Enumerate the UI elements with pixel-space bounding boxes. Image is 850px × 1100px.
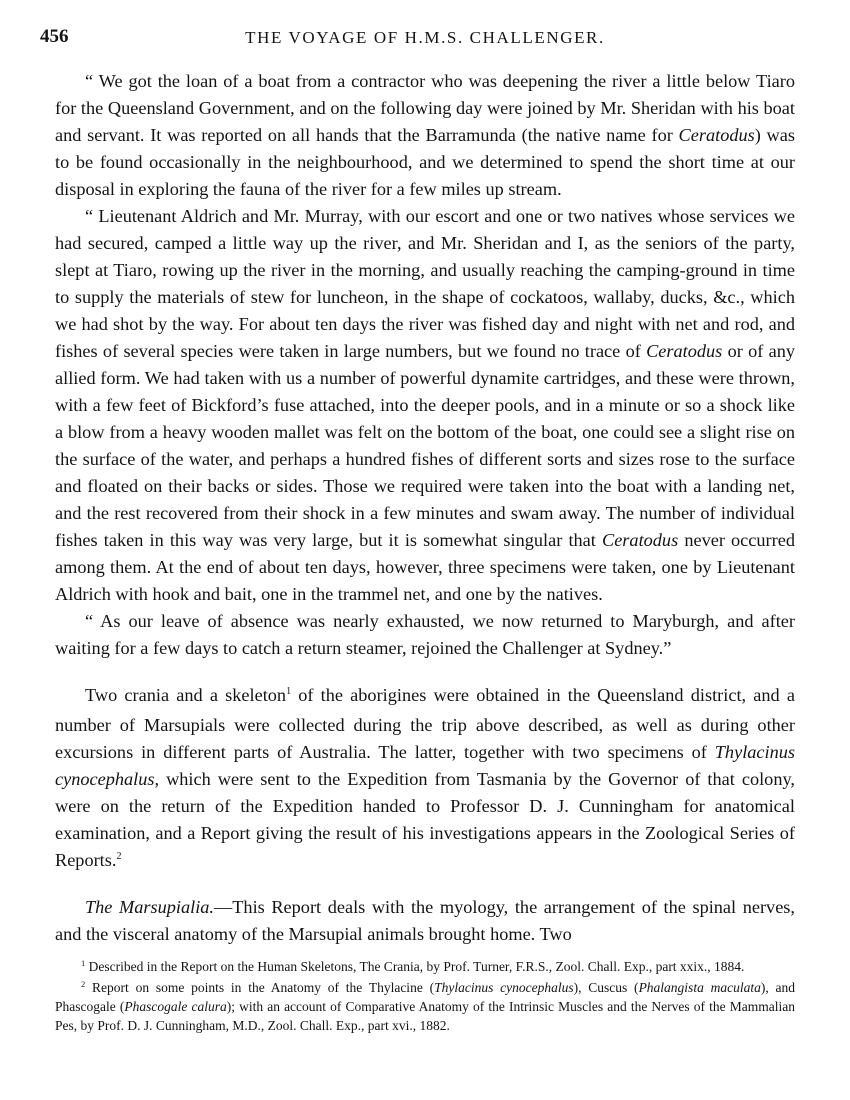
italic-species-name: Phascogale calura bbox=[124, 999, 227, 1014]
paragraph-text: ) was to be found occasionally in the neighbourhood, and we determined to spend the short time at our disposal in exploring the fauna of the river for a few miles up stream. bbox=[55, 125, 795, 199]
section-heading-italic: The Marsupialia. bbox=[85, 897, 214, 917]
italic-species-name: Ceratodus bbox=[602, 530, 679, 550]
page-header bbox=[40, 22, 810, 52]
footnote-text: ), Cuscus ( bbox=[573, 979, 639, 995]
paragraph-text: or of any allied form. We had taken with us a number of powerful dynamite cartridges, and these were thrown, with a few feet of Bickford’s fuse attached, into the deeper pools, and in a minute or so a shock like a blow from a heavy wooden mallet was felt on the bottom of the boat, one could see a slight rise on the surface of the water, and perhaps a hundred fishes of different sorts and sizes rose to the surface and floated on their backs or sides. Those we required were taken into the boat with a landing net, and the rest recovered from their shock in a few minutes and swam away. The number of individual fishes taken in this way was very large, but it is somewhat singular that bbox=[55, 341, 795, 550]
footnote-text: ), and Phascogale ( bbox=[55, 979, 795, 1014]
footnote-text: Report on some points in the Anatomy of the Thylacine ( bbox=[85, 979, 435, 995]
paragraph-text: “ Lieutenant Aldrich and Mr. Murray, with our escort and one or two natives whose services we had secured, camped a little way up the river, and Mr. Sheridan and I, as the seniors of the party, slept at Tiaro, rowing up the river in the morning, and usually reaching the camping-ground in time to supply the materials of stew for luncheon, in the shape of cockatoos, wallaby, ducks, &c., which we had shot by the way. For about ten days the river was fished day and night with net and rod, and fishes of several species were taken in large numbers, but we found no trace of bbox=[55, 206, 795, 361]
page-body bbox=[55, 68, 795, 1036]
paragraph-text: of the aborigines were obtained in the Queensland district, and a number of Marsupials were collected during the trip above described, as well as during other excursions in different parts of Australia. The latter, together with two specimens of bbox=[55, 685, 795, 762]
paragraph-marsupialia bbox=[55, 894, 795, 948]
italic-species-name: Phalangista maculata bbox=[638, 979, 761, 995]
paragraph-text: Two crania and a skeleton bbox=[85, 685, 287, 705]
paragraph-crania-marsupials bbox=[55, 682, 795, 877]
paragraph-fishing-expedition bbox=[55, 203, 795, 608]
page-number: 456 bbox=[40, 26, 69, 47]
paragraph-text: —This Report deals with the myology, the arrangement of the spinal nerves, and the visceral anatomy of the Marsupial animals brought home. Two bbox=[55, 897, 795, 944]
paragraph-text: never occurred among them. At the end of about ten days, however, three specimens were taken, one by Lieutenant Aldrich with hook and bait, one in the trammel net, and one by the natives. bbox=[55, 530, 795, 604]
footnote-text: ); with an account of Comparative Anatomy of the Intrinsic Muscles and the Nerves of the Mammalian Pes, by Prof. D. J. Cunningham, M.D., Zool. Chall. Exp., part xvi., 1882. bbox=[55, 999, 795, 1033]
italic-species-name: Ceratodus bbox=[678, 125, 755, 145]
footnote-ref-2: 2 bbox=[116, 851, 122, 862]
footnote-mark: 1 bbox=[81, 958, 86, 968]
paragraph-boat-loan bbox=[55, 68, 795, 203]
running-title: THE VOYAGE OF H.M.S. CHALLENGER. bbox=[245, 28, 605, 47]
paragraph-return: “ As our leave of absence was nearly exhausted, we now returned to Maryburgh, and after waiting for a few days to catch a return steamer, rejoined the Challenger at Sydney.” bbox=[55, 611, 795, 658]
footnotes bbox=[55, 958, 795, 1035]
italic-species-name: Thylacinus cynocephalus bbox=[55, 742, 795, 789]
footnote-text: Described in the Report on the Human Skeletons, The Crania, by Prof. Turner, F.R.S., Zool. Chall. Exp., part xxix., 1884. bbox=[85, 959, 745, 974]
footnote-2 bbox=[55, 979, 795, 1036]
paragraph-text: , which were sent to the Expedition from Tasmania by the Governor of that colony, were on the return of the Expedition handed to Professor D. J. Cunningham for anatomical examination, and a Report giving the result of his investigations appears in the Zoological Series of Reports. bbox=[55, 769, 795, 870]
footnote-ref-1: 1 bbox=[286, 686, 292, 697]
italic-species-name: Thylacinus cynocephalus bbox=[434, 979, 574, 995]
footnote-mark: 2 bbox=[81, 978, 86, 989]
footnote-1 bbox=[55, 958, 795, 978]
paragraph-text: “ We got the loan of a boat from a contractor who was deepening the river a little below Tiaro for the Queensland Government, and on the following day were joined by Mr. Sheridan with his boat and servant. It was reported on all hands that the Barramunda (the native name for bbox=[55, 71, 795, 145]
italic-species-name: Ceratodus bbox=[646, 341, 723, 361]
